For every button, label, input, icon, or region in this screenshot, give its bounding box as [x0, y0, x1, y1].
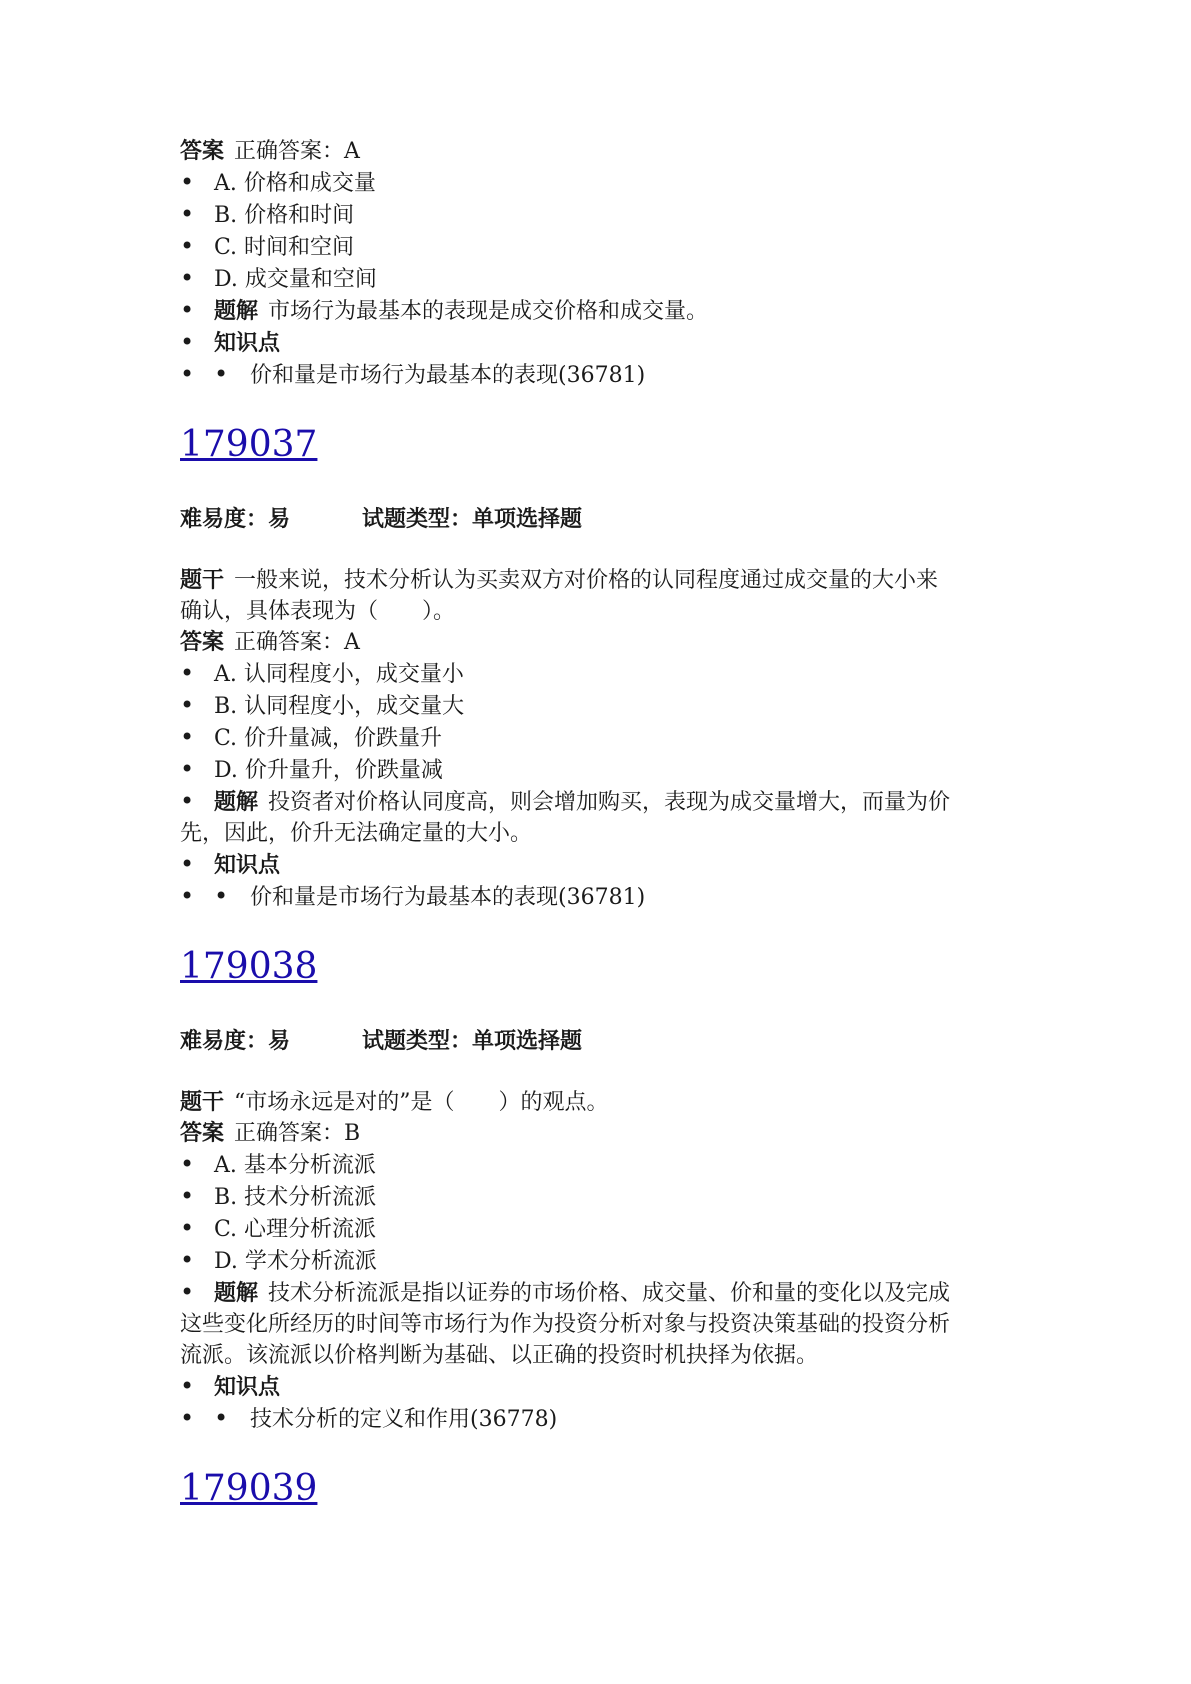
stem-line — [180, 1087, 960, 1118]
stem-label: 题干 — [180, 1090, 225, 1115]
bullet-icon — [180, 1149, 214, 1181]
option-a: •A. 基本分析流派 — [180, 1149, 1020, 1181]
question-id-link[interactable]: 179039 — [180, 1468, 318, 1509]
answer-label: 答案 — [180, 139, 225, 164]
option-d: •D. 价升量升，价跌量减 — [180, 754, 1020, 786]
stem-text: 一般来说，技术分析认为买卖双方对价格的认同程度通过成交量的大小来确认，具体表现为（ ）。 — [180, 568, 939, 624]
bullet-icon — [180, 359, 214, 391]
question-type: 试题类型：单项选择题 — [362, 1029, 583, 1054]
bullet-icon — [180, 881, 214, 913]
explanation-label: 题解 — [214, 299, 259, 324]
knowledge-text: 技术分析的定义和作用(36778) — [250, 1407, 558, 1432]
option-c: •C. 心理分析流派 — [180, 1213, 1020, 1245]
question-id-link[interactable]: 179037 — [180, 424, 318, 465]
bullet-icon — [180, 690, 214, 722]
bullet-icon — [214, 881, 250, 913]
option-b: •B. 技术分析流派 — [180, 1181, 1020, 1213]
stem-label: 题干 — [180, 568, 225, 593]
bullet-icon — [180, 327, 214, 359]
difficulty: 难易度：易 — [180, 1029, 291, 1054]
option-d: •D. 学术分析流派 — [180, 1245, 1020, 1277]
answer-line — [180, 1118, 1020, 1149]
knowledge-text: 价和量是市场行为最基本的表现(36781) — [250, 885, 646, 910]
bullet-icon — [180, 658, 214, 690]
explanation-text: 投资者对价格认同度高，则会增加购买，表现为成交量增大，而量为价先，因此，价升无法确定量的大小。 — [180, 790, 951, 846]
bullet-icon — [180, 1245, 214, 1277]
bullet-icon — [180, 1277, 214, 1309]
answer-text: 正确答案：A — [234, 139, 360, 164]
question-type: 试题类型：单项选择题 — [362, 507, 583, 532]
bullet-icon — [180, 1213, 214, 1245]
option-a: •A. 价格和成交量 — [180, 167, 1020, 199]
bullet-icon — [180, 167, 214, 199]
explanation-line — [180, 1277, 960, 1371]
bullet-icon — [180, 849, 214, 881]
knowledge-label: 知识点 — [214, 331, 281, 356]
explanation-line — [180, 786, 960, 849]
option-d: •D. 成交量和空间 — [180, 263, 1020, 295]
explanation-label: 题解 — [214, 1281, 259, 1306]
option-c: •C. 时间和空间 — [180, 231, 1020, 263]
bullet-icon — [214, 359, 250, 391]
knowledge-heading — [180, 327, 1020, 359]
bullet-icon — [180, 231, 214, 263]
knowledge-heading — [180, 1371, 1020, 1403]
explanation-label: 题解 — [214, 790, 259, 815]
question-meta — [180, 505, 1020, 535]
bullet-icon — [180, 754, 214, 786]
answer-line — [180, 136, 1020, 167]
option-c: •C. 价升量减，价跌量升 — [180, 722, 1020, 754]
bullet-icon — [180, 1181, 214, 1213]
document-body — [180, 136, 1020, 1511]
explanation-line — [180, 295, 1020, 327]
question-meta — [180, 1027, 1020, 1057]
answer-label: 答案 — [180, 630, 225, 655]
knowledge-label: 知识点 — [214, 853, 281, 878]
option-a: •A. 认同程度小，成交量小 — [180, 658, 1020, 690]
bullet-icon — [180, 722, 214, 754]
bullet-icon — [180, 1403, 214, 1435]
option-b: •B. 价格和时间 — [180, 199, 1020, 231]
bullet-icon — [180, 263, 214, 295]
answer-label: 答案 — [180, 1121, 225, 1146]
answer-line — [180, 627, 1020, 658]
explanation-text: 技术分析流派是指以证券的市场价格、成交量、价和量的变化以及完成这些变化所经历的时间等市场行为作为投资分析对象与投资决策基础的投资分析流派。该流派以价格判断为基础、以正确的投资时机抉择为依据。 — [180, 1281, 951, 1368]
bullet-icon — [180, 295, 214, 327]
knowledge-item — [180, 1403, 1020, 1435]
question-id-link[interactable]: 179038 — [180, 946, 318, 987]
bullet-icon — [180, 199, 214, 231]
answer-text: 正确答案：B — [234, 1121, 361, 1146]
bullet-icon — [180, 786, 214, 818]
knowledge-label: 知识点 — [214, 1375, 281, 1400]
bullet-icon — [214, 1403, 250, 1435]
knowledge-item — [180, 881, 1020, 913]
knowledge-heading — [180, 849, 1020, 881]
difficulty: 难易度：易 — [180, 507, 291, 532]
bullet-icon — [180, 1371, 214, 1403]
knowledge-text: 价和量是市场行为最基本的表现(36781) — [250, 363, 646, 388]
stem-line — [180, 565, 960, 627]
explanation-text: 市场行为最基本的表现是成交价格和成交量。 — [268, 299, 709, 324]
stem-text: “市场永远是对的”是（ ）的观点。 — [234, 1090, 609, 1115]
knowledge-item — [180, 359, 1020, 391]
answer-text: 正确答案：A — [234, 630, 360, 655]
option-b: •B. 认同程度小，成交量大 — [180, 690, 1020, 722]
